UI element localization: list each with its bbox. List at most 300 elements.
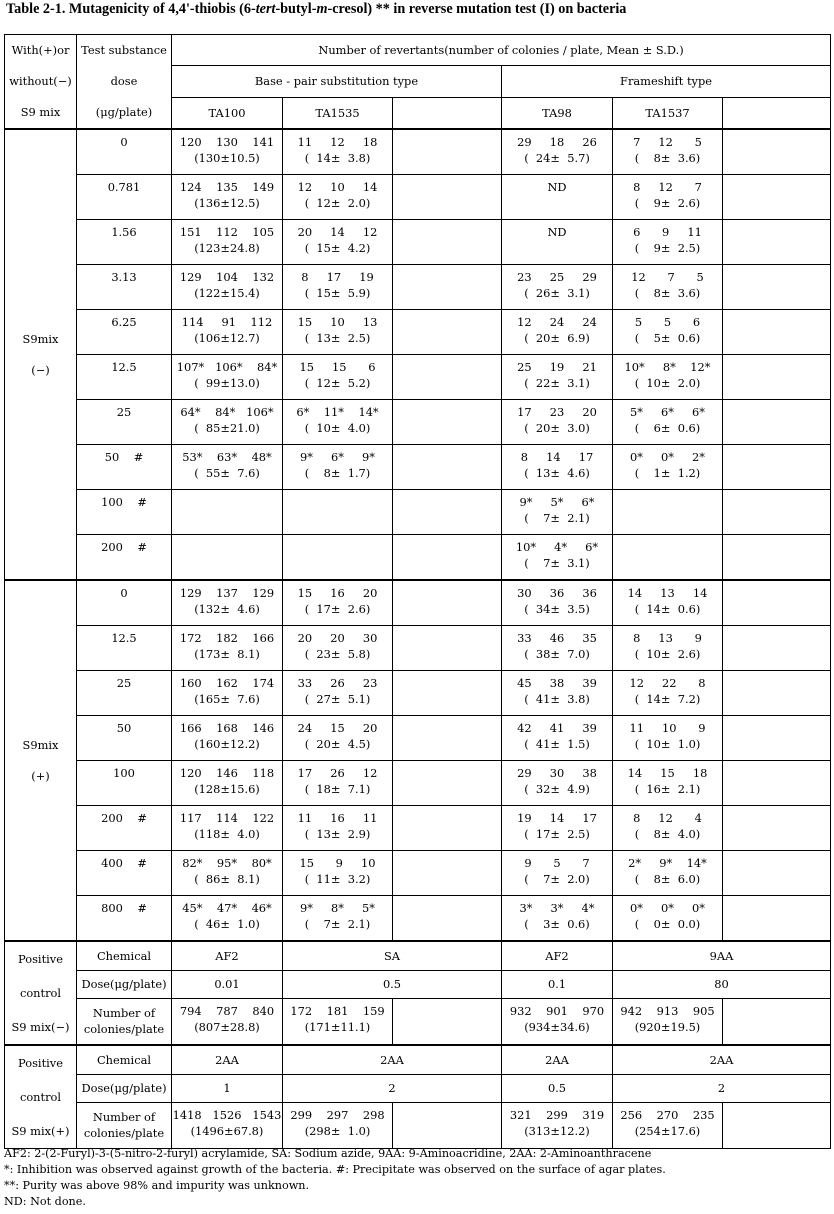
result-cell	[502, 175, 613, 220]
dose-cell	[77, 806, 172, 851]
result-cell	[502, 445, 613, 490]
result-cell	[172, 1102, 283, 1148]
result-cell	[723, 400, 831, 445]
mean-sd: ( 15± 5.9)	[304, 286, 371, 300]
dose-cell	[77, 310, 172, 355]
dose-value: 1	[172, 1074, 283, 1102]
result-cell	[613, 580, 723, 626]
colony-counts: 20 20 30	[297, 631, 378, 645]
colony-counts: 12 7 5	[631, 270, 704, 284]
dose-header: Test substance dose (μg/plate)	[77, 35, 172, 130]
result-cell	[502, 129, 613, 175]
colony-counts: 124 135 149	[179, 180, 275, 194]
result-cell	[283, 535, 393, 581]
dose-value: 80	[613, 970, 831, 998]
mean-sd: ( 20± 4.5)	[304, 737, 371, 751]
mean-sd: (1496±67.8)	[190, 1124, 264, 1139]
mean-sd: ( 8± 4.0)	[634, 827, 701, 841]
colony-counts: 5* 6* 6*	[629, 405, 706, 419]
table-row	[5, 1074, 831, 1102]
mean-sd: (165± 7.6)	[194, 692, 260, 706]
mean-sd: ( 13± 4.6)	[524, 466, 590, 480]
colony-counts: 82* 95* 80*	[182, 856, 272, 870]
colony-counts: 42 41 39	[517, 721, 597, 735]
result-cell	[723, 998, 831, 1045]
colony-counts: 10* 4* 6*	[515, 540, 599, 554]
colony-counts: 45 38 39	[517, 676, 597, 690]
result-cell	[283, 355, 393, 400]
result-cell	[502, 998, 613, 1045]
strain-header	[723, 97, 831, 129]
colony-counts: 794 787 840	[179, 1004, 275, 1019]
mean-sd: ( 10± 1.0)	[634, 737, 701, 751]
colony-counts: 12 24 24	[517, 315, 597, 329]
table-row	[5, 970, 831, 998]
result-cell	[283, 265, 393, 310]
table-row	[5, 220, 831, 265]
mean-sd: ( 24± 5.7)	[524, 151, 590, 165]
colony-counts: 8 17 19	[301, 270, 374, 284]
result-cell	[172, 626, 283, 671]
mean-sd: ( 22± 3.1)	[524, 376, 590, 390]
footnotes	[4, 1146, 666, 1210]
result-cell	[283, 490, 393, 535]
colony-counts: 256 270 235	[620, 1108, 715, 1123]
mean-sd: ( 27± 5.1)	[304, 692, 371, 706]
colony-counts: 33 46 35	[517, 631, 597, 645]
result-cell	[613, 998, 723, 1045]
chemical-label: Chemical	[77, 1045, 172, 1074]
result-cell	[393, 220, 502, 265]
result-cell	[172, 400, 283, 445]
result-cell	[723, 265, 831, 310]
result-cell	[393, 355, 502, 400]
chemical-name: SA	[283, 941, 502, 970]
colony-counts: 15 10 13	[297, 315, 378, 329]
colony-counts: 12 10 14	[297, 180, 378, 194]
result-cell	[502, 851, 613, 896]
colony-counts: 14 15 18	[627, 766, 708, 780]
mean-sd: ( 20± 3.0)	[524, 421, 590, 435]
plus-s9-label: S9mix (+)	[5, 580, 77, 941]
dose-value: 0.781	[107, 180, 141, 194]
result-cell	[723, 490, 831, 535]
result-cell	[393, 626, 502, 671]
mean-sd: ( 16± 2.1)	[634, 782, 701, 796]
result-cell	[283, 998, 393, 1045]
colony-counts: 172 182 166	[179, 631, 275, 645]
mean-sd: ( 23± 5.8)	[304, 647, 371, 661]
colony-counts: 942 913 905	[620, 1004, 715, 1019]
result-cell	[393, 175, 502, 220]
table-row	[5, 1102, 831, 1148]
dose-value: 1.56	[111, 225, 137, 239]
strain-header: TA100	[172, 97, 283, 129]
result-cell	[613, 626, 723, 671]
result-cell	[723, 535, 831, 581]
result-cell	[283, 310, 393, 355]
result-cell	[502, 580, 613, 626]
mean-sd: ( 41± 3.8)	[524, 692, 590, 706]
revertants-header: Number of revertants(number of colonies / plate, Mean ± S.D.)	[172, 35, 831, 66]
result-cell	[613, 310, 723, 355]
dose-cell	[77, 896, 172, 942]
result-cell	[172, 998, 283, 1045]
result-cell	[502, 400, 613, 445]
colony-counts: 8 14 17	[520, 450, 594, 464]
mean-sd: ( 1± 1.2)	[634, 466, 701, 480]
mean-sd: ( 32± 4.9)	[524, 782, 590, 796]
colony-counts: 9* 5* 6*	[519, 495, 595, 509]
result-cell	[393, 400, 502, 445]
minus-s9-label: S9mix (−)	[5, 129, 77, 580]
dose-value: 12.5	[111, 631, 137, 645]
table-row	[5, 445, 831, 490]
dose-value: 400 #	[101, 856, 147, 870]
colony-counts: 1418 1526 1543	[172, 1108, 282, 1123]
colony-counts: 6* 11* 14*	[296, 405, 379, 419]
chemical-name: AF2	[172, 941, 283, 970]
result-cell	[172, 580, 283, 626]
colony-counts: 166 168 146	[179, 721, 275, 735]
result-cell	[723, 851, 831, 896]
result-cell	[502, 1102, 613, 1148]
dose-cell	[77, 400, 172, 445]
result-cell	[723, 310, 831, 355]
mean-sd: (298± 1.0)	[304, 1124, 371, 1139]
result-cell	[393, 998, 502, 1045]
result-cell	[283, 851, 393, 896]
number-label: Number of colonies/plate	[77, 998, 172, 1045]
dose-value: 100	[113, 766, 135, 780]
mean-sd: ( 12± 2.0)	[304, 196, 371, 210]
mean-sd: ( 10± 4.0)	[304, 421, 371, 435]
mean-sd: (920±19.5)	[634, 1020, 701, 1035]
strain-header: TA98	[502, 97, 613, 129]
result-cell	[283, 671, 393, 716]
colony-counts: 29 18 26	[517, 135, 597, 149]
table-row	[5, 129, 831, 175]
mean-sd: (807±28.8)	[194, 1020, 260, 1035]
result-cell	[393, 716, 502, 761]
mean-sd: (173± 8.1)	[194, 647, 260, 661]
mean-sd: ( 18± 7.1)	[304, 782, 371, 796]
table-row	[5, 310, 831, 355]
chemical-name: 9AA	[613, 941, 831, 970]
dose-cell	[77, 626, 172, 671]
mean-sd: ( 14± 3.8)	[304, 151, 371, 165]
result-cell	[723, 896, 831, 942]
mean-sd: (118± 4.0)	[194, 827, 260, 841]
result-cell	[172, 129, 283, 175]
colony-counts: 25 19 21	[517, 360, 597, 374]
chemical-name: 2AA	[172, 1045, 283, 1074]
strain-header	[393, 97, 502, 129]
result-cell	[393, 671, 502, 716]
result-cell	[172, 490, 283, 535]
mean-sd: ( 11± 3.2)	[304, 872, 371, 886]
mean-sd: (130±10.5)	[194, 151, 260, 165]
result-cell	[502, 761, 613, 806]
colony-counts: 17 23 20	[517, 405, 597, 419]
result-cell	[613, 220, 723, 265]
dose-value: 25	[116, 405, 132, 419]
result-cell	[613, 761, 723, 806]
dose-cell	[77, 355, 172, 400]
result-cell	[502, 310, 613, 355]
result-cell	[172, 535, 283, 581]
mean-sd: ( 17± 2.6)	[304, 602, 371, 616]
chemical-name: 2AA	[613, 1045, 831, 1074]
dose-value: 800 #	[101, 901, 147, 915]
result-cell	[613, 716, 723, 761]
result-cell	[283, 761, 393, 806]
table-row	[5, 535, 831, 581]
mean-sd: ( 3± 0.6)	[524, 917, 590, 931]
colony-counts: 33 26 23	[297, 676, 378, 690]
mean-sd: ( 7± 2.1)	[524, 511, 590, 525]
mean-sd: ( 55± 7.6)	[194, 466, 260, 480]
colony-counts: 129 104 132	[179, 270, 275, 284]
result-cell	[723, 1102, 831, 1148]
result-cell	[393, 1102, 502, 1148]
mean-sd: ( 10± 2.0)	[634, 376, 701, 390]
colony-counts: 7 12 5	[633, 135, 702, 149]
result-cell	[723, 716, 831, 761]
mean-sd: ( 0± 0.0)	[634, 917, 701, 931]
dose-value: 0	[120, 135, 128, 149]
mean-sd: ( 41± 1.5)	[524, 737, 590, 751]
colony-counts: 64* 84* 106*	[180, 405, 274, 419]
colony-counts: 29 30 38	[517, 766, 597, 780]
chemical-label: Chemical	[77, 941, 172, 970]
result-cell	[172, 310, 283, 355]
number-label: Number of colonies/plate	[77, 1102, 172, 1148]
result-cell	[393, 310, 502, 355]
dose-value: 3.13	[111, 270, 137, 284]
mean-sd: (132± 4.6)	[194, 602, 260, 616]
footnote: ND: Not done.	[4, 1195, 86, 1208]
chemical-name: 2AA	[283, 1045, 502, 1074]
result-cell	[393, 445, 502, 490]
chemical-name: AF2	[502, 941, 613, 970]
result-cell	[283, 626, 393, 671]
table-row	[5, 355, 831, 400]
result-cell	[723, 626, 831, 671]
mean-sd: ( 99±13.0)	[194, 376, 260, 390]
dose-value: 0.1	[502, 970, 613, 998]
frameshift-header: Frameshift type	[502, 66, 831, 97]
colony-counts: 30 36 36	[517, 586, 597, 600]
result-cell	[613, 671, 723, 716]
result-cell	[172, 671, 283, 716]
result-cell	[723, 175, 831, 220]
mean-sd: (123±24.8)	[194, 241, 260, 255]
base-pair-header: Base - pair substitution type	[172, 66, 502, 97]
mean-sd: ( 14± 0.6)	[634, 602, 701, 616]
colony-counts: 321 299 319	[509, 1108, 605, 1123]
result-cell	[502, 671, 613, 716]
table-row	[5, 1045, 831, 1074]
mean-sd: ( 20± 6.9)	[524, 331, 590, 345]
result-cell	[502, 265, 613, 310]
result-cell	[393, 851, 502, 896]
result-cell	[613, 129, 723, 175]
table-row	[5, 761, 831, 806]
result-cell	[283, 716, 393, 761]
mean-sd: (171±11.1)	[304, 1020, 371, 1035]
colony-counts: 15 15 6	[299, 360, 376, 374]
result-cell	[393, 806, 502, 851]
result-cell	[502, 535, 613, 581]
positive-control-label: Positive control S9 mix(+)	[5, 1045, 77, 1149]
mean-sd: ( 38± 7.0)	[524, 647, 590, 661]
result-cell	[723, 129, 831, 175]
strain-header: TA1537	[613, 97, 723, 129]
dose-cell	[77, 851, 172, 896]
colony-counts: 10* 8* 12*	[624, 360, 711, 374]
colony-counts: 114 91 112	[181, 315, 273, 329]
dose-cell	[77, 490, 172, 535]
colony-counts: 0* 0* 2*	[629, 450, 706, 464]
colony-counts: 2* 9* 14*	[628, 856, 707, 870]
colony-counts: 120 146 118	[179, 766, 275, 780]
footnote: AF2: 2-(2-Furyl)-3-(5-nitro-2-furyl) acrylamide, SA: Sodium azide, 9AA: 9-Aminoacridine, 2AA: 2-Aminoanthracene	[4, 1147, 652, 1160]
result-cell	[172, 220, 283, 265]
colony-counts: 299 297 298	[290, 1108, 385, 1123]
not-done: ND	[547, 180, 567, 194]
colony-counts: 12 22 8	[629, 676, 706, 690]
result-cell	[613, 1102, 723, 1148]
result-cell	[723, 761, 831, 806]
mean-sd: (106±12.7)	[194, 331, 260, 345]
colony-counts: 932 901 970	[509, 1004, 605, 1019]
colony-counts: 14 13 14	[627, 586, 708, 600]
mean-sd: (254±17.6)	[634, 1124, 701, 1139]
mean-sd: ( 17± 2.5)	[524, 827, 590, 841]
colony-counts: 11 16 11	[297, 811, 378, 825]
dose-value: 2	[613, 1074, 831, 1102]
result-cell	[613, 445, 723, 490]
result-cell	[613, 400, 723, 445]
colony-counts: 9* 8* 5*	[299, 901, 376, 915]
dose-value: 0.01	[172, 970, 283, 998]
table-row	[5, 998, 831, 1045]
result-cell	[723, 671, 831, 716]
mean-sd: ( 8± 6.0)	[634, 872, 701, 886]
result-cell	[283, 445, 393, 490]
colony-counts: 24 15 20	[297, 721, 378, 735]
dose-cell	[77, 761, 172, 806]
result-cell	[723, 806, 831, 851]
table-row	[5, 896, 831, 942]
mean-sd: ( 9± 2.6)	[634, 196, 701, 210]
colony-counts: 9* 6* 9*	[299, 450, 376, 464]
mean-sd: ( 46± 1.0)	[194, 917, 260, 931]
result-cell	[613, 851, 723, 896]
table-row	[5, 580, 831, 626]
colony-counts: 15 16 20	[297, 586, 378, 600]
table-row	[5, 626, 831, 671]
mean-sd: ( 7± 2.0)	[524, 872, 590, 886]
mean-sd: ( 15± 4.2)	[304, 241, 371, 255]
colony-counts: 5 5 6	[634, 315, 701, 329]
result-cell	[723, 445, 831, 490]
strain-header: TA1535	[283, 97, 393, 129]
dose-label: Dose(μg/plate)	[77, 1074, 172, 1102]
result-cell	[613, 535, 723, 581]
result-cell	[613, 806, 723, 851]
colony-counts: 11 12 18	[297, 135, 378, 149]
table-row	[5, 175, 831, 220]
dose-value: 50 #	[104, 450, 144, 464]
dose-value: 0.5	[502, 1074, 613, 1102]
table-row	[5, 851, 831, 896]
mean-sd: ( 86± 8.1)	[194, 872, 260, 886]
dose-cell	[77, 535, 172, 581]
mean-sd: (128±15.6)	[194, 782, 260, 796]
table-row	[5, 716, 831, 761]
table-row	[5, 806, 831, 851]
result-cell	[283, 1102, 393, 1148]
mean-sd: ( 7± 3.1)	[524, 556, 590, 570]
result-cell	[393, 896, 502, 942]
s9-header: With(+)or without(−) S9 mix	[5, 35, 77, 130]
dose-value: 6.25	[111, 315, 137, 329]
colony-counts: 19 14 17	[517, 811, 597, 825]
dose-cell	[77, 175, 172, 220]
positive-control-label: Positive control S9 mix(−)	[5, 941, 77, 1045]
result-cell	[283, 806, 393, 851]
result-cell	[723, 355, 831, 400]
result-cell	[172, 851, 283, 896]
result-cell	[283, 220, 393, 265]
colony-counts: 151 112 105	[179, 225, 275, 239]
colony-counts: 8 13 9	[633, 631, 702, 645]
dose-value: 200 #	[101, 540, 147, 554]
colony-counts: 8 12 7	[633, 180, 702, 194]
colony-counts: 53* 63* 48*	[182, 450, 272, 464]
result-cell	[393, 265, 502, 310]
dose-value: 0.5	[283, 970, 502, 998]
result-cell	[723, 580, 831, 626]
mean-sd: ( 14± 7.2)	[634, 692, 701, 706]
chemical-name: 2AA	[502, 1045, 613, 1074]
result-cell	[172, 355, 283, 400]
dose-value: 0	[120, 586, 128, 600]
colony-counts: 160 162 174	[179, 676, 275, 690]
dose-cell	[77, 716, 172, 761]
result-cell	[502, 355, 613, 400]
result-cell	[393, 580, 502, 626]
mean-sd: ( 8± 3.6)	[634, 151, 701, 165]
dose-value: 50	[116, 721, 132, 735]
result-cell	[502, 626, 613, 671]
dose-cell	[77, 265, 172, 310]
colony-counts: 45* 47* 46*	[182, 901, 272, 915]
mean-sd: ( 8± 1.7)	[304, 466, 371, 480]
footnote: **: Purity was above 98% and impurity was unknown.	[4, 1179, 310, 1192]
result-cell	[172, 265, 283, 310]
mean-sd: ( 9± 2.5)	[634, 241, 701, 255]
mean-sd: ( 10± 2.6)	[634, 647, 701, 661]
result-cell	[613, 490, 723, 535]
colony-counts: 11 10 9	[629, 721, 706, 735]
result-cell	[613, 355, 723, 400]
result-cell	[502, 220, 613, 265]
dose-label: Dose(μg/plate)	[77, 970, 172, 998]
dose-cell	[77, 129, 172, 175]
